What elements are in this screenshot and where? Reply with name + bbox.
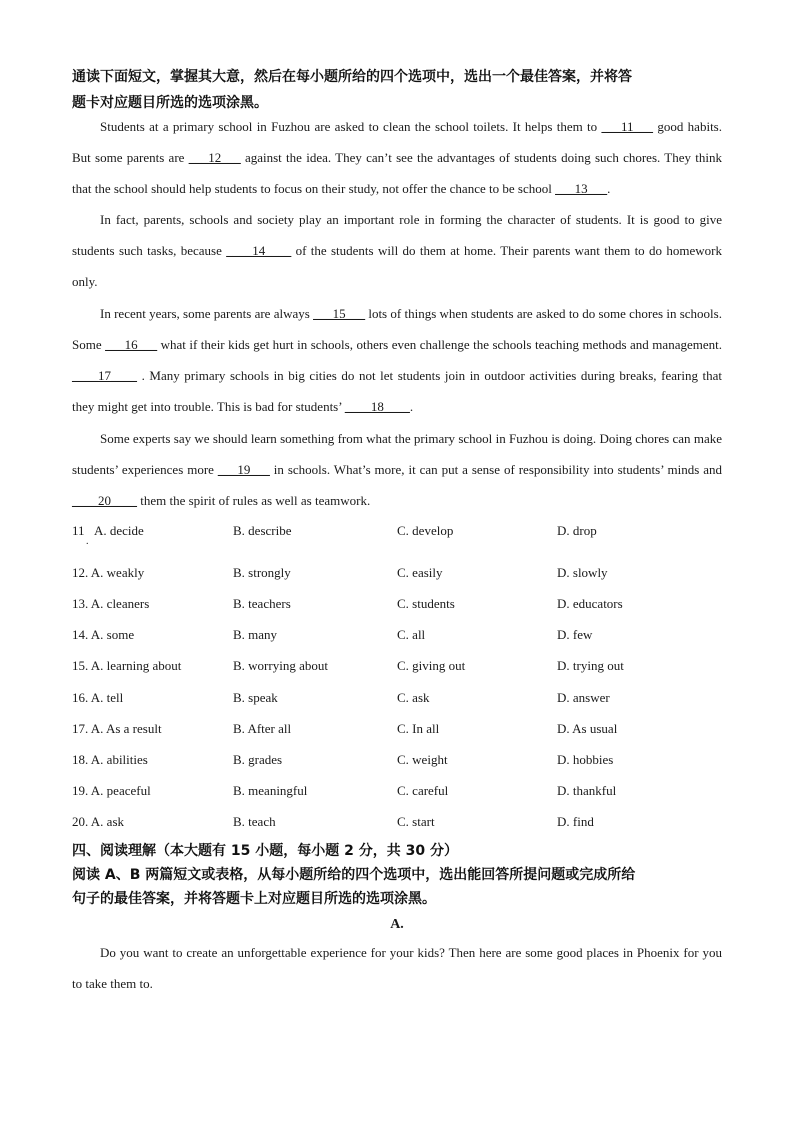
instructions-line-1: 通读下面短文，掌握其大意，然后在每小题所给的四个选项中，选出一个最佳答案，并将答 — [72, 69, 632, 85]
option-c: C. In all — [397, 721, 440, 736]
text: Students at a primary school in Fuzhou are asked to clean the school toilets. It helps them to — [100, 119, 602, 134]
question-option-a: 17. A. As a result — [72, 721, 162, 736]
option-b: B. meaningful — [233, 783, 308, 798]
option-d: D. slowly — [557, 565, 608, 580]
option-c: C. easily — [397, 565, 443, 580]
text: lots of things when students are asked to do some chores in schools. Some — [72, 306, 722, 352]
option-d: D. As usual — [557, 721, 618, 736]
blank-17: ____17____ — [72, 368, 137, 383]
question-number: 11 — [72, 523, 85, 538]
option-b: B. describe — [233, 523, 292, 538]
option-c: C. weight — [397, 752, 448, 767]
passage-paragraph-3 — [72, 298, 722, 422]
text: of the students will do them at home. Their parents want them to do homework only. — [72, 243, 722, 289]
blank-19: ___19___ — [217, 462, 270, 477]
question-option-a: 16. A. tell — [72, 690, 124, 705]
option-d: D. few — [557, 627, 593, 642]
option-c: C. start — [397, 814, 435, 829]
option-d: D. find — [557, 814, 594, 829]
option-c: C. students — [397, 596, 455, 611]
text: them the spirit of rules as well as teamwork. — [137, 493, 371, 508]
passage-paragraph-2 — [72, 204, 722, 297]
text: In recent years, some parents are always — [100, 306, 314, 321]
text: what if their kids get hurt in schools, others even challenge the schools teaching methods and management. — [157, 337, 722, 352]
option-b: B. teach — [233, 814, 276, 829]
instructions-line-2: 题卡对应题目所选的选项涂黑。 — [72, 95, 268, 111]
option-b: B. strongly — [233, 565, 291, 580]
reading-instructions — [72, 863, 732, 911]
blank-18: ____18____ — [344, 399, 410, 414]
passage-a-title: A. — [390, 917, 404, 932]
option-b: B. After all — [233, 721, 292, 736]
passage-paragraph-1 — [72, 111, 722, 204]
blank-20: ____20____ — [72, 493, 137, 508]
passage-a-intro: Do you want to create an unforgettable experience for your kids? Then here are some good places in Phoenix for you to take them to. — [72, 945, 722, 991]
question-option-a: 14. A. some — [72, 627, 135, 642]
option-c: C. careful — [397, 783, 449, 798]
reading-instructions-line-2: 句子的最佳答案，并将答题卡上对应题目所选的选项涂黑。 — [72, 891, 436, 907]
option-c: C. all — [397, 627, 426, 642]
option-b: B. speak — [233, 690, 278, 705]
text: . — [607, 181, 611, 196]
option-d: D. educators — [557, 596, 623, 611]
blank-15: ___15___ — [313, 306, 366, 321]
blank-12: ___12___ — [188, 150, 241, 165]
option-d: D. hobbies — [557, 752, 614, 767]
text: good habits. But some parents are — [72, 119, 722, 165]
option-d: D. trying out — [557, 658, 624, 673]
text: . Many primary schools in big cities do not let students join in outdoor activities during breaks, fearing that they might get into trouble. This is bad for students’ — [72, 368, 722, 414]
text: against the idea. They can’t see the advantages of students doing such chores. They think that the school should help students to focus on their study, not offer the chance to be school — [72, 150, 722, 196]
text: In fact, parents, schools and society play an important role in forming the character of students. It is good to give students such tasks, because — [72, 212, 722, 258]
option-b: B. grades — [233, 752, 283, 767]
question-option-a: 12. A. weakly — [72, 565, 145, 580]
text: in schools. What’s more, it can put a sense of responsibility into students’ minds and — [269, 462, 722, 477]
option-b: B. many — [233, 627, 278, 642]
question-option-a: 13. A. cleaners — [72, 596, 150, 611]
cloze-instructions — [72, 64, 732, 116]
reading-instructions-line-1: 阅读 A、B 两篇短文或表格，从每小题所给的四个选项中，选出能回答所提问题或完成所给 — [72, 867, 636, 883]
blank-14: ____14____ — [226, 243, 292, 258]
blank-16: ___16___ — [105, 337, 158, 352]
option-d: D. answer — [557, 690, 610, 705]
question-option-a: 15. A. learning about — [72, 658, 182, 673]
option-c: C. develop — [397, 523, 454, 538]
blank-13: ___13___ — [555, 181, 608, 196]
option-c: C. ask — [397, 690, 430, 705]
text: Some experts say we should learn something from what the primary school in Fuzhou is doing. Doing chores can make students’ experiences more — [72, 431, 722, 477]
option-b: B. worrying about — [233, 658, 328, 673]
option-c: C. giving out — [397, 658, 466, 673]
question-option-a: 18. A. abilities — [72, 752, 148, 767]
option-d: D. thankful — [557, 783, 617, 798]
option-b: B. teachers — [233, 596, 291, 611]
blank-11: ___11___ — [601, 119, 654, 134]
stray-dot: . — [86, 536, 89, 547]
section-4-heading: 四、阅读理解（本大题有 15 小题，每小题 2 分，共 30 分） — [72, 843, 458, 859]
passage-paragraph-4 — [72, 423, 722, 516]
question-option-a: 19. A. peaceful — [72, 783, 151, 798]
question-option-a: 20. A. ask — [72, 814, 124, 829]
option-d: D. drop — [557, 523, 597, 538]
option-a: A. decide — [94, 523, 144, 538]
text: . — [409, 399, 414, 414]
